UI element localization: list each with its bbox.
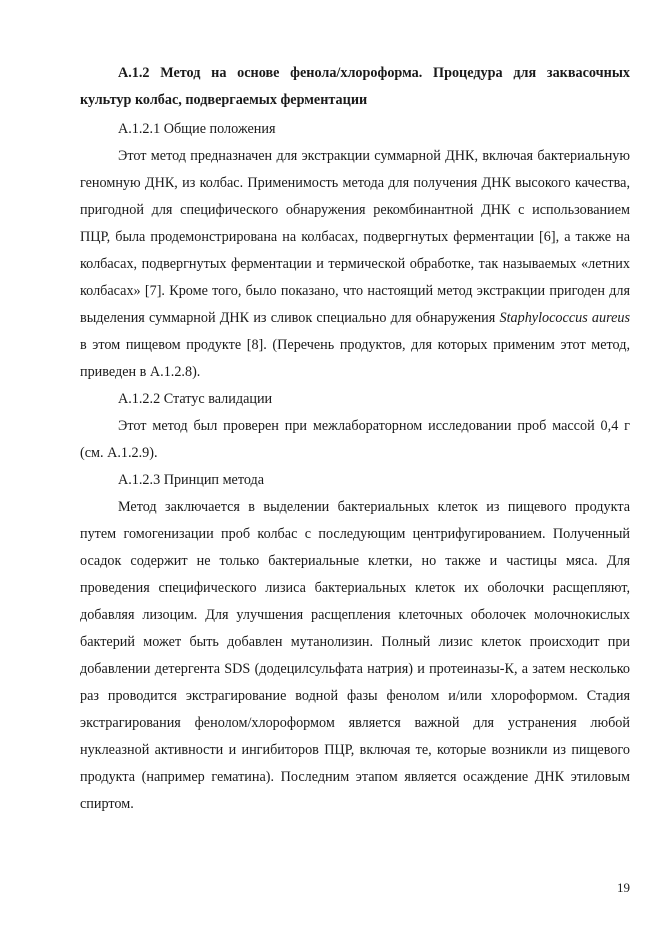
- subsection-title-general: А.1.2.1 Общие положения: [118, 121, 276, 137]
- body-text: [80, 60, 630, 818]
- paragraph-principle: Метод заключается в выделении бактериальных клеток из пищевого продукта путем гомогенизации проб колбас с последующим центрифугированием. Полученный осадок содержит не только бактериальные клетки, но также и частицы мяса. Для проведения специфического лизиса бактериальных клеток их оболочки расщепляют, добавляя лизоцим. Для улучшения расщепления клеточных оболочек молочнокислых бактерий может быть добавлен мутанолизин. Полный лизис клеток происходит при добавлении детергента SDS (додецилсульфата натрия) и протеиназы-К, а затем несколько раз проводится экстрагирование водной фазы фенолом и/или хлороформом. Стадия экстрагирования фенолом/хлороформом является важной для устранения любой нуклеазной активности и ингибиторов ПЦР, включая те, которые возникли из пищевого продукта (например гематина). Последним этапом является осаждение ДНК этиловым спиртом.: [80, 499, 630, 812]
- page-number: 19: [617, 880, 630, 895]
- section-heading: А.1.2 Метод на основе фенола/хлороформа. Процедура для заквасочных культур колбас, подвергаемых ферментации: [80, 65, 630, 108]
- paragraph-validation: Этот метод был проверен при межлабораторном исследовании проб массой 0,4 г (см. А.1.2.9).: [80, 418, 630, 461]
- subsection-title-principle: А.1.2.3 Принцип метода: [118, 472, 265, 488]
- paragraph-general-part1: Этот метод предназначен для экстракции суммарной ДНК, включая бактериальную геномную ДНК, из колбас. Применимость метода для получения ДНК высокого качества, пригодной для специфического обнаружения рекомбинантной ДНК с использованием ПЦР, была продемонстрирована на колбасах, подвергнутых ферментации [6], а также на колбасах, подвергнутых ферментации и термической обработке, так называемых «летних колбасах» [7]. Кроме того, было показано, что настоящий метод экстракции пригоден для выделения суммарной ДНК из сливок специально для обнаружения: [80, 148, 630, 326]
- subsection-title-validation: А.1.2.2 Статус валидации: [118, 391, 273, 407]
- species-name: Staphylococcus aureus: [499, 310, 631, 326]
- paragraph-general: [80, 143, 630, 386]
- paragraph-general-part2: в этом пищевом продукте [8]. (Перечень продуктов, для которых применим этот метод, приведен в А.1.2.8).: [80, 337, 630, 380]
